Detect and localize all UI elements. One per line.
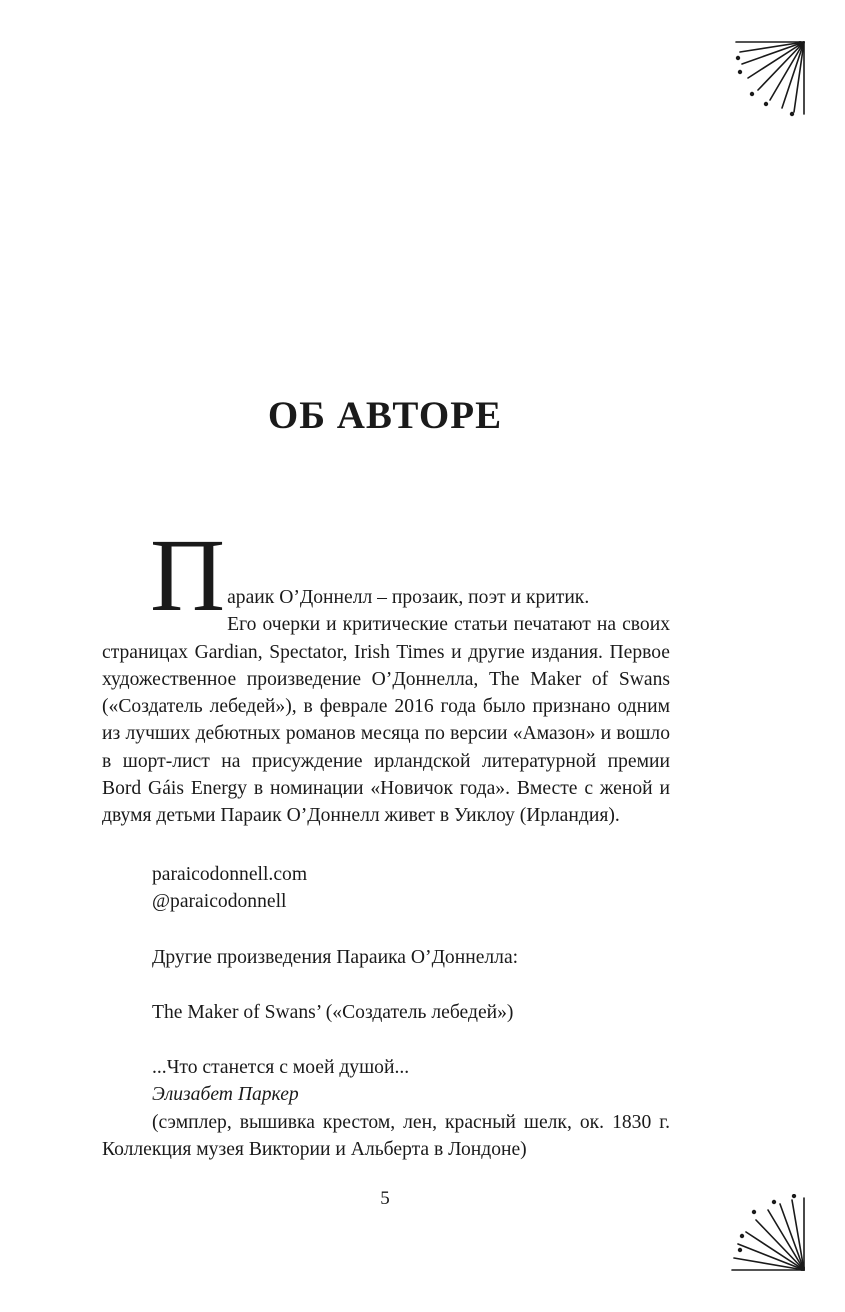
- sunburst-corner-icon: [728, 1194, 808, 1274]
- epigraph: [102, 1054, 670, 1163]
- sunburst-corner-icon: [728, 38, 808, 118]
- drop-cap: П: [150, 518, 226, 633]
- other-works-list: [102, 999, 670, 1026]
- page-number: 5: [380, 1188, 390, 1209]
- epigraph-author: Элизабет Паркер: [152, 1084, 299, 1106]
- bio-body: Его очерки и критические статьи печатают на своих страницах Gardian, Spectator, Irish Times и другие издания. Первое художественное произведение О’Доннелла, The Maker of Swans («Создатель лебедей»), в феврале 2016 года было признано одним из лучших дебютных романов месяца по версии «Амазон» и вошло в шорт-лист на присуждение ирландской литературной премии Bord Gáis Energy в номинации «Новичок года». Вместе с женой и двумя детьми Параик О’Доннелл живет в Уиклоу (Ирландия).: [102, 614, 670, 827]
- author-links: [102, 861, 670, 916]
- epigraph-source: (сэмплер, вышивка крестом, лен, красный шелк, ок. 1830 г. Коллекция музея Виктории и Альберта в Лондоне): [102, 1111, 670, 1160]
- bio-first-line: араик О’Доннелл – прозаик, поэт и критик.: [227, 587, 590, 608]
- other-works-heading-text: Другие произведения Параика О’Доннелла:: [152, 947, 519, 968]
- website-link[interactable]: paraicodonnell.com: [152, 864, 308, 885]
- chapter-title: ОБ АВТОРЕ: [267, 394, 503, 438]
- author-bio: [102, 518, 670, 830]
- other-works-heading: [102, 944, 670, 971]
- epigraph-quote: ...Что станется с моей душой...: [152, 1057, 410, 1078]
- other-work-item: The Maker of Swans’ («Создатель лебедей»): [152, 1002, 514, 1023]
- social-handle[interactable]: @paraicodonnell: [152, 891, 287, 913]
